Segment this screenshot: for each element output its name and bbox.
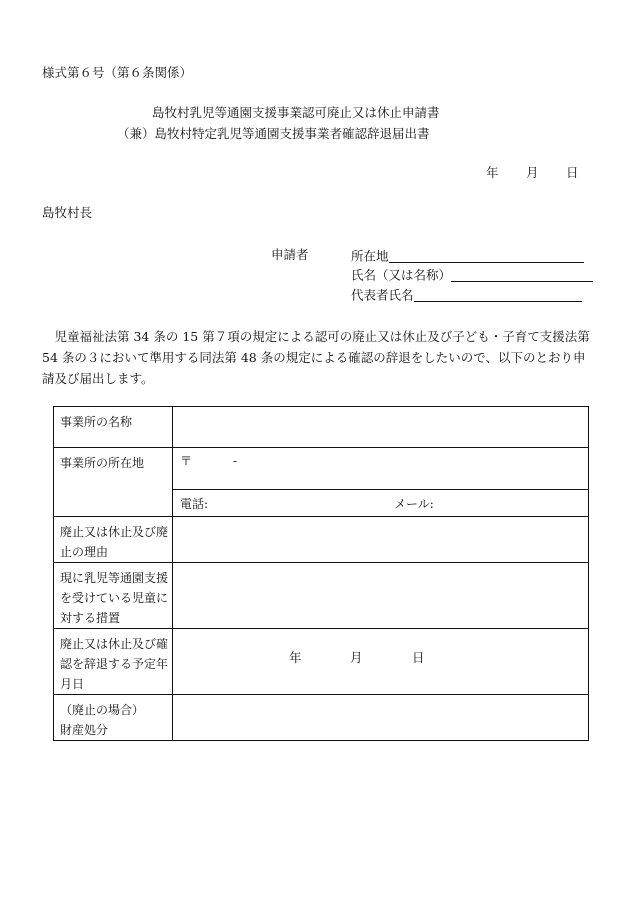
- schedule-label: 廃止又は休止及び確認を辞退する予定年月日: [54, 629, 173, 695]
- facility-address-label: 事業所の所在地: [54, 448, 173, 517]
- email-label: メール:: [394, 497, 434, 511]
- date-month-label: 月: [526, 165, 539, 180]
- applicant-name-label: 氏名（又は名称）: [351, 267, 452, 283]
- measures-label: 現に乳児等通園支援を受けている児童に対する措置: [54, 563, 173, 629]
- contact-field[interactable]: [173, 490, 589, 517]
- postal-mark: 〒: [180, 454, 193, 468]
- applicant-name-field[interactable]: [451, 268, 593, 282]
- property-field[interactable]: [173, 695, 589, 741]
- body-paragraph-text: 児童福祉法第 34 条の 15 第７項の規定による認可の廃止又は休止及び子ども・子育て支援法第 54 条の３において準用する同法第 48 条の規定による確認の辞退をしたいので、以下のとおり申請及び届出します。: [42, 329, 590, 386]
- property-label-line1: （廃止の場合）: [60, 703, 145, 717]
- phone-label: 電話:: [180, 497, 209, 511]
- form-number: 様式第６号（第６条関係）: [42, 65, 193, 80]
- schedule-year-label: 年: [289, 650, 302, 665]
- table-row-measures: [54, 563, 589, 629]
- measures-field[interactable]: [173, 563, 589, 629]
- applicant-rep-field[interactable]: [414, 288, 582, 302]
- table-row-schedule: [54, 629, 589, 695]
- applicant-rep-row: [351, 288, 582, 302]
- document-title: 島牧村乳児等通園支援事業認可廃止又は休止申請書: [152, 105, 440, 120]
- table-row-facility-name: [54, 407, 589, 448]
- applicant-rep-label: 代表者氏名: [351, 287, 414, 303]
- schedule-day-label: 日: [412, 650, 425, 665]
- applicant-address-field[interactable]: [389, 249, 584, 263]
- facility-name-label: 事業所の名称: [54, 407, 173, 448]
- table-row-reason: [54, 517, 589, 563]
- postal-dash: -: [233, 454, 238, 468]
- table-row-property: [54, 695, 589, 741]
- property-label: [54, 695, 173, 741]
- facility-name-field[interactable]: [173, 407, 589, 448]
- applicant-name-row: [351, 268, 593, 282]
- body-paragraph: [42, 326, 594, 389]
- application-table: [53, 406, 589, 741]
- date-day-label: 日: [566, 165, 579, 180]
- property-label-line2: 財産処分: [60, 723, 109, 737]
- schedule-field[interactable]: [173, 629, 589, 695]
- date-year-label: 年: [486, 165, 499, 180]
- applicant-address-row: [351, 249, 584, 263]
- applicant-address-label: 所在地: [351, 248, 389, 264]
- reason-field[interactable]: [173, 517, 589, 563]
- reason-label: 廃止又は休止及び廃止の理由: [54, 517, 173, 563]
- schedule-month-label: 月: [350, 650, 363, 665]
- facility-address-field[interactable]: [173, 448, 589, 490]
- addressee: 島牧村長: [42, 205, 93, 220]
- applicant-label: 申請者: [271, 247, 309, 262]
- document-subtitle: （兼）島牧村特定乳児等通園支援事業者確認辞退届出書: [117, 126, 430, 141]
- table-row-facility-address: [54, 448, 589, 490]
